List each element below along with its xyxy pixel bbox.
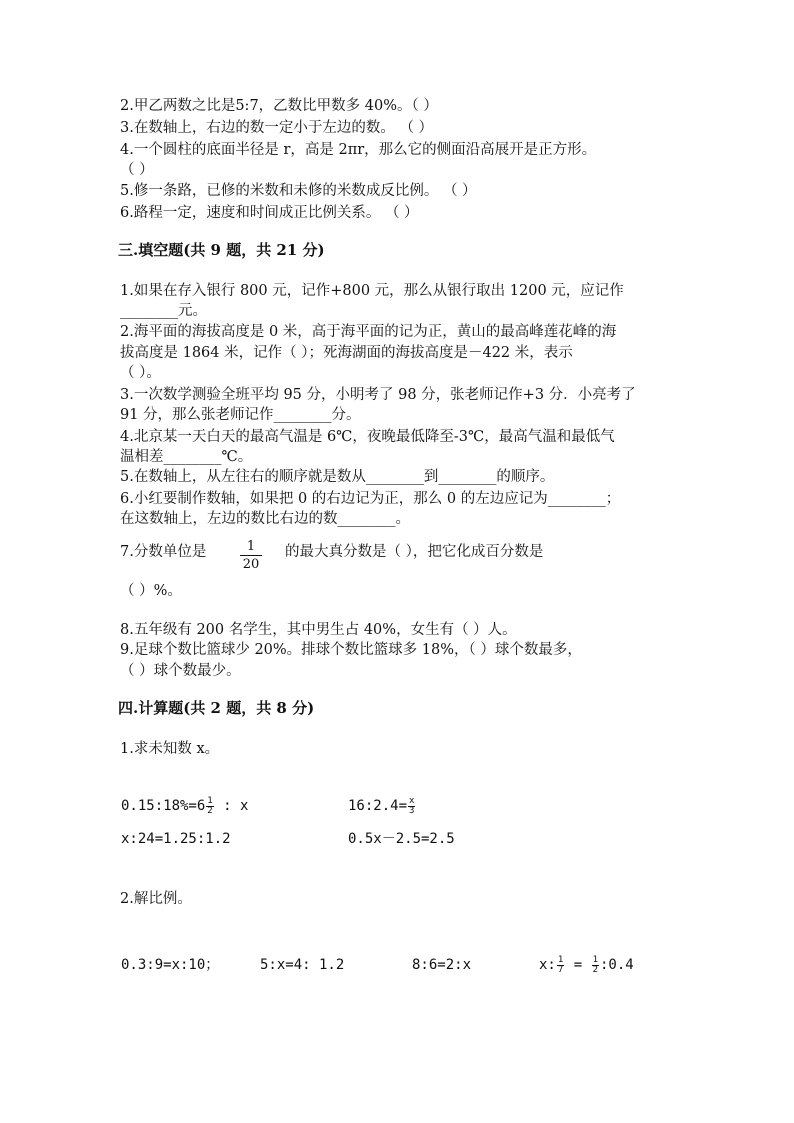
fraction-numerator: 1 <box>557 954 564 965</box>
fill-line: 5.在数轴上，从左往右的顺序就是数从________到________的顺序。 <box>120 469 555 485</box>
equation-fraction <box>592 956 599 975</box>
fill-line: 1.如果在存入银行 800 元，记作+800 元，那么从银行取出 1200 元，应记作 <box>120 283 624 299</box>
fill-q9-line1: 9.足球个数比篮球少 20%。排球个数比篮球多 18%，（ ）球个数最多， <box>120 642 582 658</box>
fraction-numerator: 1 <box>207 795 213 806</box>
fraction-numerator: 1 <box>240 538 262 556</box>
section-title-calc: 四.计算题(共 2 题，共 8 分) <box>118 699 315 717</box>
fill-line: 在这数轴上，左边的数比右边的数________。 <box>120 511 410 527</box>
fraction-numerator: 1 <box>592 954 598 965</box>
fill-line: 2.海平面的海拔高度是 0 米，高于海平面的记为正，黄山的最高峰莲花峰的海 <box>120 324 617 340</box>
fill-line: 4.北京某一天白天的最高气温是 6℃，夜晚最低降至-3℃，最高气温和最低气 <box>120 429 615 445</box>
fill-q7-line2: （ ）%。 <box>120 583 182 599</box>
fill-line: 6.小红要制作数轴，如果把 0 的右边记为正，那么 0 的左边应记为________； <box>120 491 621 507</box>
fill-q7-prefix: 7.分数单位是 <box>120 544 207 560</box>
fraction-one-twentieth <box>240 538 262 573</box>
equation-4: 0.5x－2.5=2.5 <box>348 831 455 847</box>
judge-question-4: 4.一个圆柱的底面半径是 r，高是 2πr，那么它的侧面沿高展开是正方形。 <box>120 142 597 158</box>
fraction-denominator: 3 <box>409 805 415 816</box>
equation-fraction <box>408 797 415 816</box>
equation-1 <box>121 796 248 816</box>
fill-line: 3.一次数学测验全班平均 95 分，小明考了 98 分，张老师记作+3 分．小亮考了 <box>120 387 636 403</box>
calc-q2-prompt: 2.解比例。 <box>120 891 192 907</box>
equation-text: 16:2.4= <box>348 798 408 814</box>
fraction-denominator: 2 <box>592 964 598 975</box>
section-title-fill: 三.填空题(共 9 题，共 21 分) <box>118 241 325 259</box>
equation-text: : x <box>214 798 249 814</box>
judge-question-3: 3.在数轴上，右边的数一定小于左边的数。 （ ） <box>120 120 434 136</box>
fill-line: 拔高度是 1864 米，记作（ ）；死海湖面的海拔高度是－422 米，表示 <box>120 345 573 361</box>
calc-q1-prompt: 1.求未知数 x。 <box>120 741 220 757</box>
judge-question-2: 2.甲乙两数之比是5:7，乙数比甲数多 40%。（ ） <box>120 98 438 114</box>
judge-question-5: 5.修一条路，已修的米数和未修的米数成反比例。 （ ） <box>120 183 477 199</box>
proportion-1: 0.3:9=x:10； <box>121 957 220 973</box>
proportion-3: 8:6=2:x <box>412 957 472 973</box>
fill-line: 温相差________℃。 <box>120 449 253 465</box>
fill-q8: 8.五年级有 200 名学生，其中男生占 40%，女生有（ ）人。 <box>120 622 517 638</box>
equation-text: x: <box>539 957 556 973</box>
equation-2 <box>348 796 416 816</box>
proportion-4 <box>539 955 634 975</box>
equation-3: x:24=1.25:1.2 <box>121 831 231 847</box>
equation-text: 0.15:18%=6 <box>121 798 206 814</box>
equation-text: :0.4 <box>600 957 634 973</box>
fraction-numerator: x <box>409 795 415 806</box>
fraction-denominator: 20 <box>242 557 260 572</box>
judge-question-4-answer: （ ） <box>120 162 154 178</box>
equation-fraction <box>206 797 213 816</box>
fill-q7-suffix: 的最大真分数是（ ），把它化成百分数是 <box>285 544 544 560</box>
fill-line: （ ）。 <box>120 365 161 381</box>
proportion-2: 5:x=4: 1.2 <box>260 957 345 973</box>
equation-fraction <box>557 956 564 975</box>
fill-line: 91 分，那么张老师记作________分。 <box>120 407 361 423</box>
fill-line: ________元。 <box>120 303 207 319</box>
equation-text: = <box>565 957 591 973</box>
fill-q9-line2: （ ）球个数最少。 <box>120 663 241 679</box>
judge-question-6: 6.路程一定，速度和时间成正比例关系。 （ ） <box>120 205 419 221</box>
fraction-denominator: 2 <box>207 805 213 816</box>
fraction-denominator: 7 <box>557 964 564 975</box>
